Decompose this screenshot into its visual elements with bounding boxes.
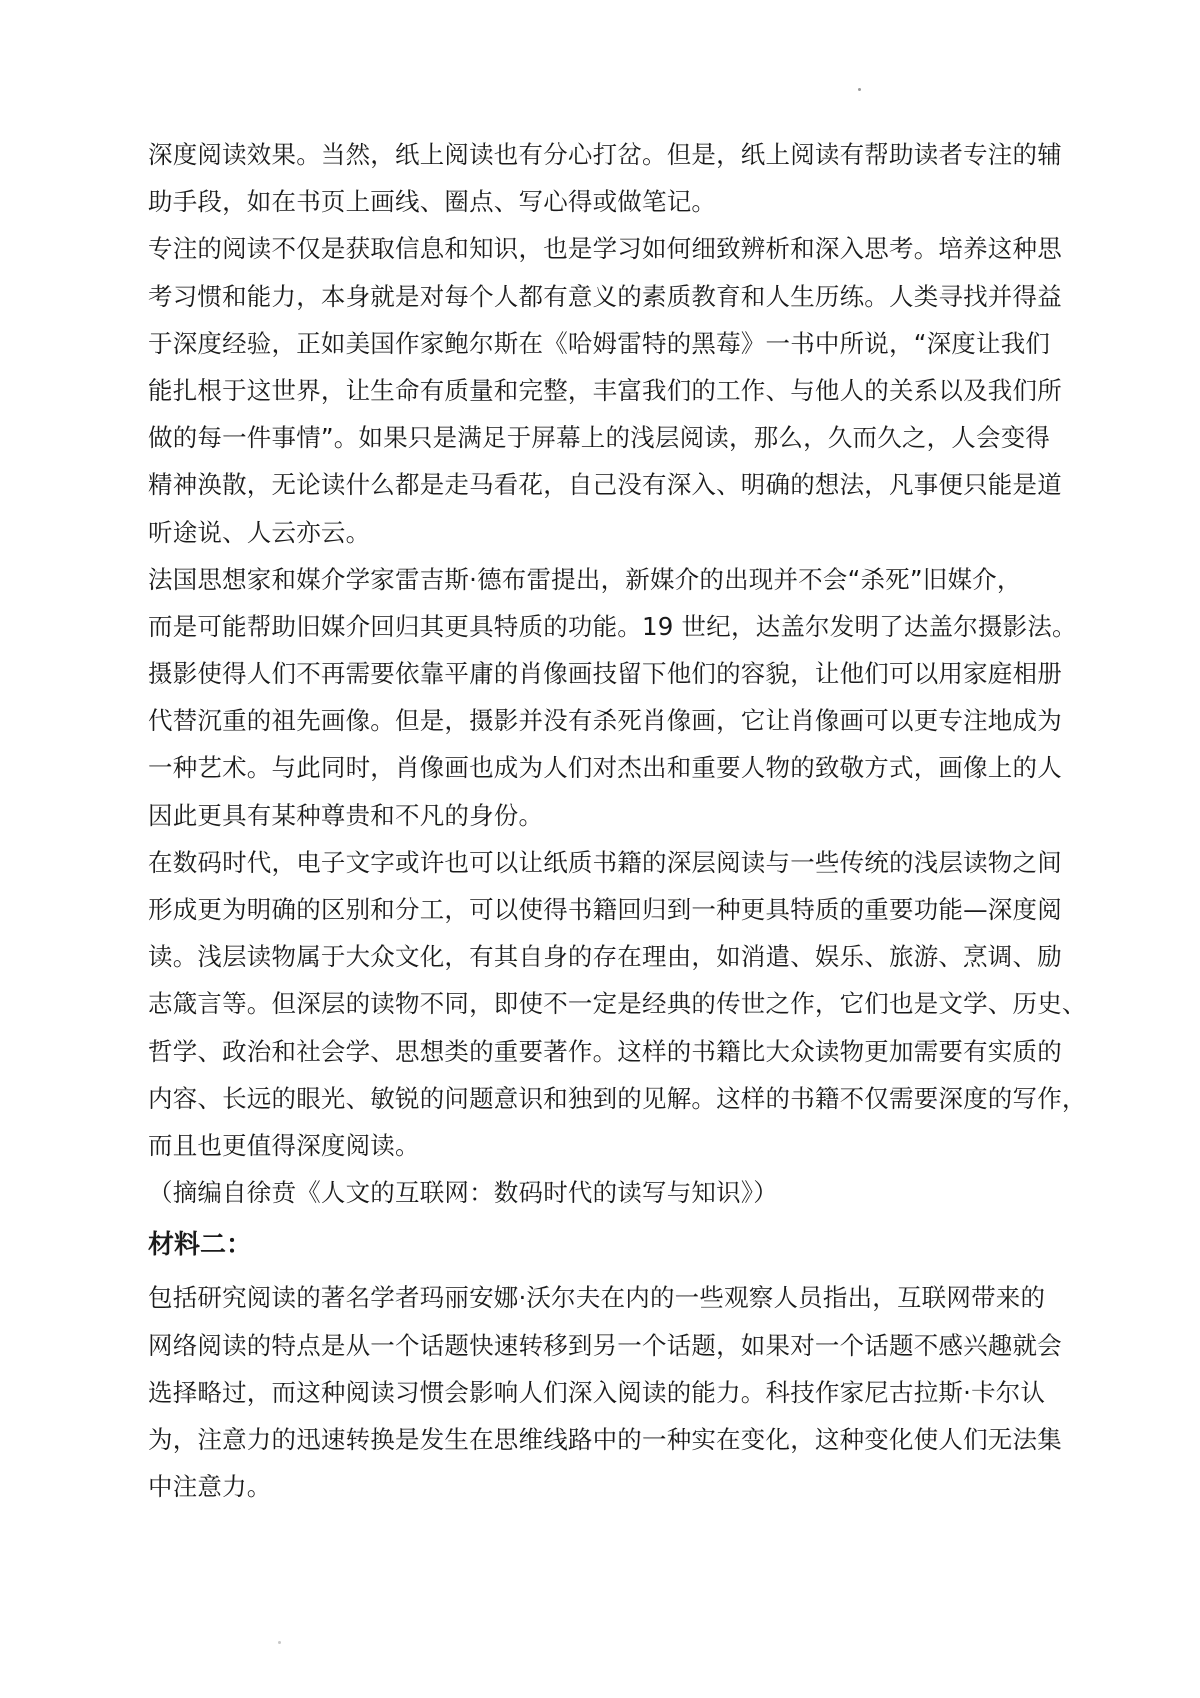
text-line: 精神涣散，无论读什么都是走马看花，自己没有深入、明确的想法，凡事便只能是道 bbox=[148, 470, 1062, 500]
text-line: 选择略过，而这种阅读习惯会影响人们深入阅读的能力。科技作家尼古拉斯·卡尔认 bbox=[148, 1377, 1046, 1407]
text-line: 志箴言等。但深层的读物不同，即使不一定是经典的传世之作，它们也是文学、历史、 bbox=[148, 989, 1087, 1019]
text-line: 摄影使得人们不再需要依靠平庸的肖像画技留下他们的容貌，让他们可以用家庭相册 bbox=[148, 659, 1062, 689]
text-line: 包括研究阅读的著名学者玛丽安娜·沃尔夫在内的一些观察人员指出，互联网带来的 bbox=[148, 1283, 1046, 1313]
text-line: 深度阅读效果。当然，纸上阅读也有分心打岔。但是，纸上阅读有帮助读者专注的辅 bbox=[148, 140, 1062, 169]
text-line: 助手段，如在书页上画线、圈点、写心得或做笔记。 bbox=[148, 187, 717, 217]
text-line: 专注的阅读不仅是获取信息和知识，也是学习如何细致辨析和深入思考。培养这种思 bbox=[148, 234, 1062, 264]
text-line: 于深度经验，正如美国作家鲍尔斯在《哈姆雷特的黑莓》一书中所说，“深度让我们 bbox=[148, 328, 1051, 358]
text-line: 考习惯和能力，本身就是对每个人都有意义的素质教育和人生历练。人类寻找并得益 bbox=[148, 281, 1062, 311]
page-mark-dot bbox=[858, 88, 861, 91]
text-line: 在数码时代，电子文字或许也可以让纸质书籍的深层阅读与一些传统的浅层读物之间 bbox=[148, 847, 1062, 877]
text-line: 为，注意力的迅速转换是发生在思维线路中的一种实在变化，这种变化使人们无法集 bbox=[148, 1424, 1062, 1454]
text-line: 读。浅层读物属于大众文化，有其自身的存在理由，如消遣、娱乐、旅游、烹调、励 bbox=[148, 942, 1062, 972]
text-line: 听途说、人云亦云。 bbox=[148, 517, 371, 547]
page-mark-dot-bottom bbox=[278, 1641, 281, 1644]
text-line: 哲学、政治和社会学、思想类的重要著作。这样的书籍比大众读物更加需要有实质的 bbox=[148, 1036, 1062, 1066]
text-line: 做的每一件事情”。如果只是满足于屏幕上的浅层阅读，那么，久而久之，人会变得 bbox=[148, 423, 1051, 453]
text-line: 代替沉重的祖先画像。但是，摄影并没有杀死肖像画，它让肖像画可以更专注地成为 bbox=[148, 706, 1062, 736]
text-line: 因此更具有某种尊贵和不凡的身份。 bbox=[148, 800, 544, 830]
document-body bbox=[148, 131, 1087, 1510]
text-line: 能扎根于这世界，让生命有质量和完整，丰富我们的工作、与他人的关系以及我们所 bbox=[148, 375, 1062, 405]
text-line: 法国思想家和媒介学家雷吉斯·德布雷提出，新媒介的出现并不会“杀死”旧媒介， bbox=[148, 564, 1022, 594]
text-line: 一种艺术。与此同时，肖像画也成为人们对杰出和重要人物的致敬方式，画像上的人 bbox=[148, 753, 1062, 783]
text-line: 形成更为明确的区别和分工，可以使得书籍回归到一种更具特质的重要功能—深度阅 bbox=[148, 895, 1062, 924]
text-line: 中注意力。 bbox=[148, 1472, 272, 1502]
text-line: 内容、长远的眼光、敏锐的问题意识和独到的见解。这样的书籍不仅需要深度的写作， bbox=[148, 1083, 1087, 1113]
text-line: 网络阅读的特点是从一个话题快速转移到另一个话题，如果对一个话题不感兴趣就会 bbox=[148, 1330, 1062, 1360]
source-citation: （摘编自徐贲《人文的互联网：数码时代的读写与知识》） bbox=[148, 1178, 778, 1208]
section-heading: 材料二： bbox=[148, 1230, 253, 1261]
text-line: 而且也更值得深度阅读。 bbox=[148, 1130, 420, 1160]
text-line: 而是可能帮助旧媒介回归其更具特质的功能。19 世纪，达盖尔发明了达盖尔摄影法。 bbox=[148, 611, 1077, 641]
